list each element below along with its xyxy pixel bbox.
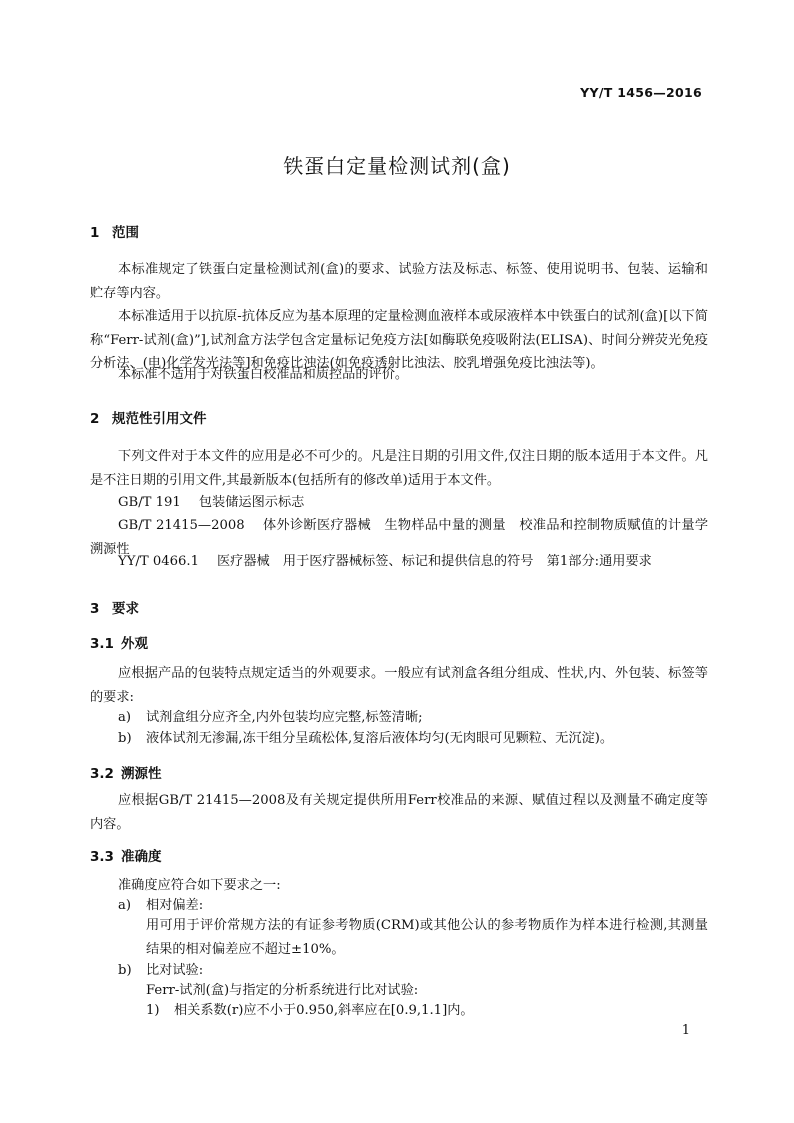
list-marker: 1)	[146, 1003, 160, 1018]
section-title: 要求	[112, 601, 139, 617]
list-text: 液体试剂无渗漏,冻干组分呈疏松体,复溶后液体均匀(无肉眼可见颗粒、无沉淀)。	[146, 731, 614, 746]
list-item	[118, 706, 423, 730]
standard-number: YY/T 1456—2016	[580, 85, 702, 100]
normative-reference	[118, 491, 304, 515]
document-title: 铁蛋白定量检测试剂(盒)	[283, 154, 511, 178]
reference-title: 体外诊断医疗器械 生物样品中量的测量 校准品和控制物质赋值的计量学溯源性	[90, 518, 709, 557]
list-text: 比对试验:	[146, 963, 204, 978]
page-number: 1	[681, 1023, 690, 1038]
section-3-heading	[90, 597, 139, 617]
reference-title: 医疗器械 用于医疗器械标签、标记和提供信息的符号 第1部分:通用要求	[217, 554, 652, 569]
subsection-number: 3.3	[90, 849, 114, 865]
paragraph: 应根据产品的包装特点规定适当的外观要求。一般应有试剂盒各组分组成、性状,内、外包装、标签等的要求:	[90, 666, 708, 705]
list-item	[118, 727, 613, 751]
subsection-3-2-heading	[90, 762, 162, 782]
paragraph: 本标准不适用于对铁蛋白校准品和质控品的评价。	[118, 367, 409, 382]
list-text: 相关系数(r)应不小于0.950,斜率应在[0.9,1.1]内。	[174, 1003, 474, 1018]
paragraph: 下列文件对于本文件的应用是必不可少的。凡是注日期的引用文件,仅注日期的版本适用于本文件。凡是不注日期的引用文件,其最新版本(包括所有的修改单)适用于本文件。	[90, 449, 708, 488]
list-item	[146, 999, 474, 1023]
subsection-number: 3.2	[90, 766, 114, 782]
list-item-body: 用可用于评价常规方法的有证参考物质(CRM)或其他公认的参考物质作为样本进行检测,其测量结果的相对偏差应不超过±10%。	[146, 918, 708, 957]
list-text: 试剂盒组分应齐全,内外包装均应完整,标签清晰;	[146, 710, 423, 725]
list-text: 相对偏差:	[146, 898, 204, 913]
subsection-title: 溯源性	[121, 766, 162, 782]
subsection-title: 准确度	[121, 849, 162, 865]
subsection-3-3-heading	[90, 845, 162, 865]
subsection-number: 3.1	[90, 636, 114, 652]
reference-code: YY/T 0466.1	[118, 554, 199, 569]
list-marker: b)	[118, 731, 132, 746]
list-marker: a)	[118, 898, 132, 913]
section-2-heading	[90, 407, 207, 427]
section-title: 范围	[112, 225, 139, 241]
reference-code: GB/T 21415—2008	[118, 518, 245, 533]
section-number: 2	[90, 411, 100, 427]
paragraph: 准确度应符合如下要求之一:	[118, 878, 281, 893]
section-number: 1	[90, 225, 100, 241]
normative-reference	[118, 550, 652, 574]
subsection-title: 外观	[121, 636, 148, 652]
section-number: 3	[90, 601, 100, 617]
paragraph: 本标准规定了铁蛋白定量检测试剂(盒)的要求、试验方法及标志、标签、使用说明书、包装、运输和贮存等内容。	[90, 262, 708, 301]
section-1-heading	[90, 221, 139, 241]
reference-code: GB/T 191	[118, 495, 181, 510]
list-marker: b)	[118, 963, 132, 978]
subsection-3-1-heading	[90, 632, 148, 652]
list-item-body: Ferr-试剂(盒)与指定的分析系统进行比对试验:	[146, 983, 419, 998]
section-title: 规范性引用文件	[112, 411, 207, 427]
list-marker: a)	[118, 710, 132, 725]
paragraph: 应根据GB/T 21415—2008及有关规定提供所用Ferr校准品的来源、赋值过程以及测量不确定度等内容。	[90, 793, 708, 832]
paragraph: 本标准适用于以抗原-抗体反应为基本原理的定量检测血液样本或尿液样本中铁蛋白的试剂(盒)[以下简称“Ferr-试剂(盒)”],试剂盒方法学包含定量标记免疫方法[如酶联免疫吸附法(ELISA)、时间分辨荧光免疫分析法、(电)化学发光法等]和免疫比浊法(如免疫透射比浊法、胶乳增强免疫比浊法等)。	[90, 309, 708, 371]
reference-title: 包装储运图示标志	[198, 495, 305, 510]
